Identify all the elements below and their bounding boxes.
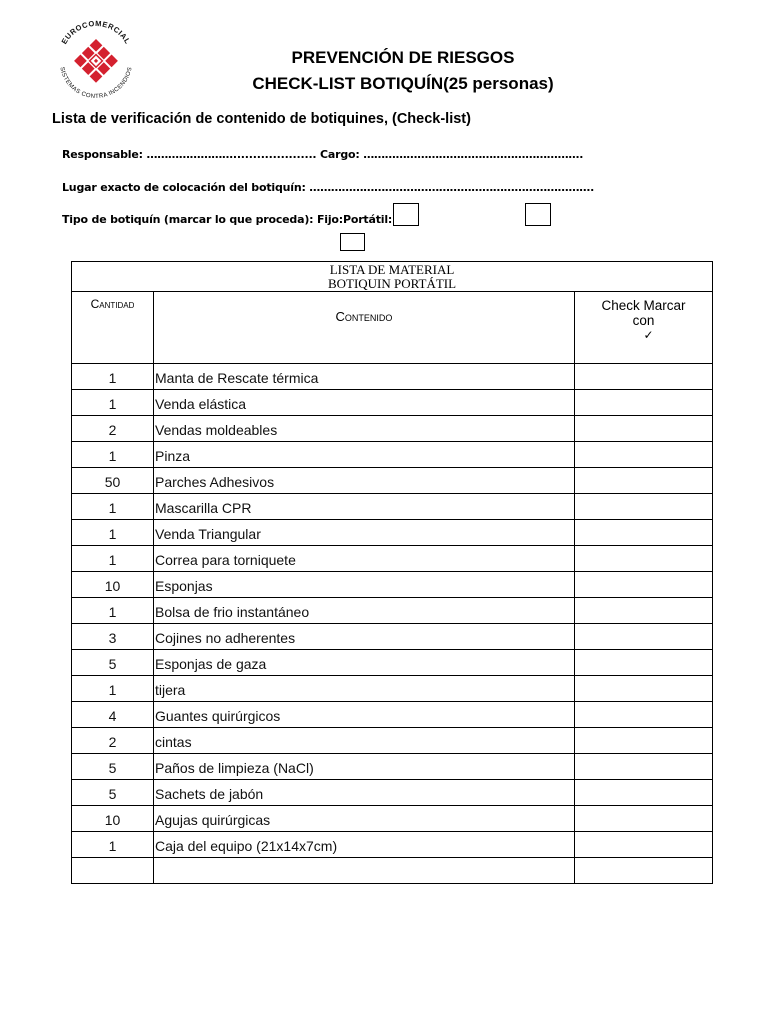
- table-row: [72, 858, 713, 884]
- row-item: Manta de Rescate térmica: [154, 364, 575, 390]
- row-item: Venda Triangular: [154, 520, 575, 546]
- row-item: Agujas quirúrgicas: [154, 806, 575, 832]
- logo-tagline-text: SISTEMAS CONTRA INCENDIOS: [58, 66, 134, 101]
- row-item: Bolsa de frio instantáneo: [154, 598, 575, 624]
- row-quantity: 1: [72, 520, 154, 546]
- extra-checkbox[interactable]: [340, 233, 365, 251]
- row-quantity: 1: [72, 676, 154, 702]
- row-item: Pinza: [154, 442, 575, 468]
- row-item: Cojines no adherentes: [154, 624, 575, 650]
- row-quantity: 5: [72, 754, 154, 780]
- table-row: [72, 702, 713, 728]
- table-row: [72, 442, 713, 468]
- row-check-cell[interactable]: [575, 546, 713, 572]
- responsable-cargo-field[interactable]: Responsable: ……………………..................... Cargo: …………………………………………………….: [62, 148, 584, 161]
- intro-heading: Lista de verificación de contenido de botiquines, (Check-list): [52, 111, 471, 127]
- row-check-cell[interactable]: [575, 416, 713, 442]
- table-row: [72, 546, 713, 572]
- row-quantity: 5: [72, 780, 154, 806]
- table-row: [72, 832, 713, 858]
- row-quantity: [72, 858, 154, 884]
- list-header: [71, 261, 713, 291]
- lugar-field[interactable]: Lugar exacto de colocación del botiquín: …………………………………………………………………….: [62, 181, 595, 194]
- row-item: Venda elástica: [154, 390, 575, 416]
- row-check-cell[interactable]: [575, 390, 713, 416]
- table-row: [72, 728, 713, 754]
- material-list-table: [71, 261, 713, 884]
- logo-company-text: EUROCOMERCIAL: [59, 18, 133, 46]
- row-check-cell[interactable]: [575, 364, 713, 390]
- table-row: [72, 624, 713, 650]
- table-row: [72, 780, 713, 806]
- row-check-cell[interactable]: [575, 754, 713, 780]
- table-row: [72, 468, 713, 494]
- row-item: Parches Adhesivos: [154, 468, 575, 494]
- row-quantity: 5: [72, 650, 154, 676]
- column-header-contenido: Contenido: [154, 292, 575, 364]
- row-item: Sachets de jabón: [154, 780, 575, 806]
- table-row: [72, 806, 713, 832]
- row-check-cell[interactable]: [575, 572, 713, 598]
- row-quantity: 10: [72, 806, 154, 832]
- page-title: PREVENCIÓN DE RIESGOS: [291, 48, 515, 67]
- row-check-cell[interactable]: [575, 520, 713, 546]
- row-check-cell[interactable]: [575, 468, 713, 494]
- row-check-cell[interactable]: [575, 676, 713, 702]
- table-row: [72, 572, 713, 598]
- row-item: cintas: [154, 728, 575, 754]
- list-title-line1: LISTA DE MATERIAL: [329, 262, 455, 277]
- column-header-check: [575, 292, 713, 364]
- tipo-botiquin-label: Tipo de botiquín (marcar lo que proceda): Fijo:Portátil:: [62, 213, 393, 226]
- table-row: [72, 494, 713, 520]
- row-item: [154, 858, 575, 884]
- check-header-line2: con: [632, 313, 655, 328]
- row-quantity: 1: [72, 598, 154, 624]
- row-quantity: 3: [72, 624, 154, 650]
- row-check-cell[interactable]: [575, 858, 713, 884]
- row-item: Esponjas: [154, 572, 575, 598]
- table-row: [72, 390, 713, 416]
- row-quantity: 1: [72, 390, 154, 416]
- row-check-cell[interactable]: [575, 728, 713, 754]
- row-check-cell[interactable]: [575, 442, 713, 468]
- row-check-cell[interactable]: [575, 494, 713, 520]
- row-quantity: 1: [72, 832, 154, 858]
- row-item: Caja del equipo (21x14x7cm): [154, 832, 575, 858]
- table-body: [72, 364, 713, 884]
- row-quantity: 2: [72, 416, 154, 442]
- portatil-checkbox[interactable]: [525, 203, 551, 226]
- table-row: [72, 416, 713, 442]
- row-check-cell[interactable]: [575, 806, 713, 832]
- checklist-table: [71, 291, 713, 884]
- row-check-cell[interactable]: [575, 598, 713, 624]
- row-quantity: 50: [72, 468, 154, 494]
- subtitle-prefix: CHECK-LIST BOTIQUÍN: [252, 74, 444, 93]
- row-item: tijera: [154, 676, 575, 702]
- row-quantity: 1: [72, 494, 154, 520]
- row-item: Correa para torniquete: [154, 546, 575, 572]
- subtitle-suffix: (25 personas): [443, 74, 554, 93]
- check-header-line1: Check Marcar: [601, 298, 686, 313]
- row-item: Paños de limpieza (NaCl): [154, 754, 575, 780]
- table-row: [72, 754, 713, 780]
- row-quantity: 2: [72, 728, 154, 754]
- row-check-cell[interactable]: [575, 624, 713, 650]
- row-quantity: 1: [72, 364, 154, 390]
- table-row: [72, 598, 713, 624]
- table-row: [72, 676, 713, 702]
- row-quantity: 4: [72, 702, 154, 728]
- table-row: [72, 364, 713, 390]
- row-check-cell[interactable]: [575, 702, 713, 728]
- row-quantity: 10: [72, 572, 154, 598]
- column-header-cantidad: Cantidad: [72, 292, 154, 364]
- row-quantity: 1: [72, 442, 154, 468]
- fijo-checkbox[interactable]: [393, 203, 419, 226]
- row-item: Esponjas de gaza: [154, 650, 575, 676]
- row-item: Vendas moldeables: [154, 416, 575, 442]
- list-title-line2: BOTIQUIN PORTÁTIL: [327, 276, 457, 291]
- page-subtitle: [0, 74, 768, 94]
- table-row: [72, 520, 713, 546]
- row-quantity: 1: [72, 546, 154, 572]
- row-item: Guantes quirúrgicos: [154, 702, 575, 728]
- checkmark-icon: ✓: [643, 328, 654, 342]
- row-item: Mascarilla CPR: [154, 494, 575, 520]
- row-check-cell[interactable]: [575, 650, 713, 676]
- table-row: [72, 650, 713, 676]
- row-check-cell[interactable]: [575, 832, 713, 858]
- row-check-cell[interactable]: [575, 780, 713, 806]
